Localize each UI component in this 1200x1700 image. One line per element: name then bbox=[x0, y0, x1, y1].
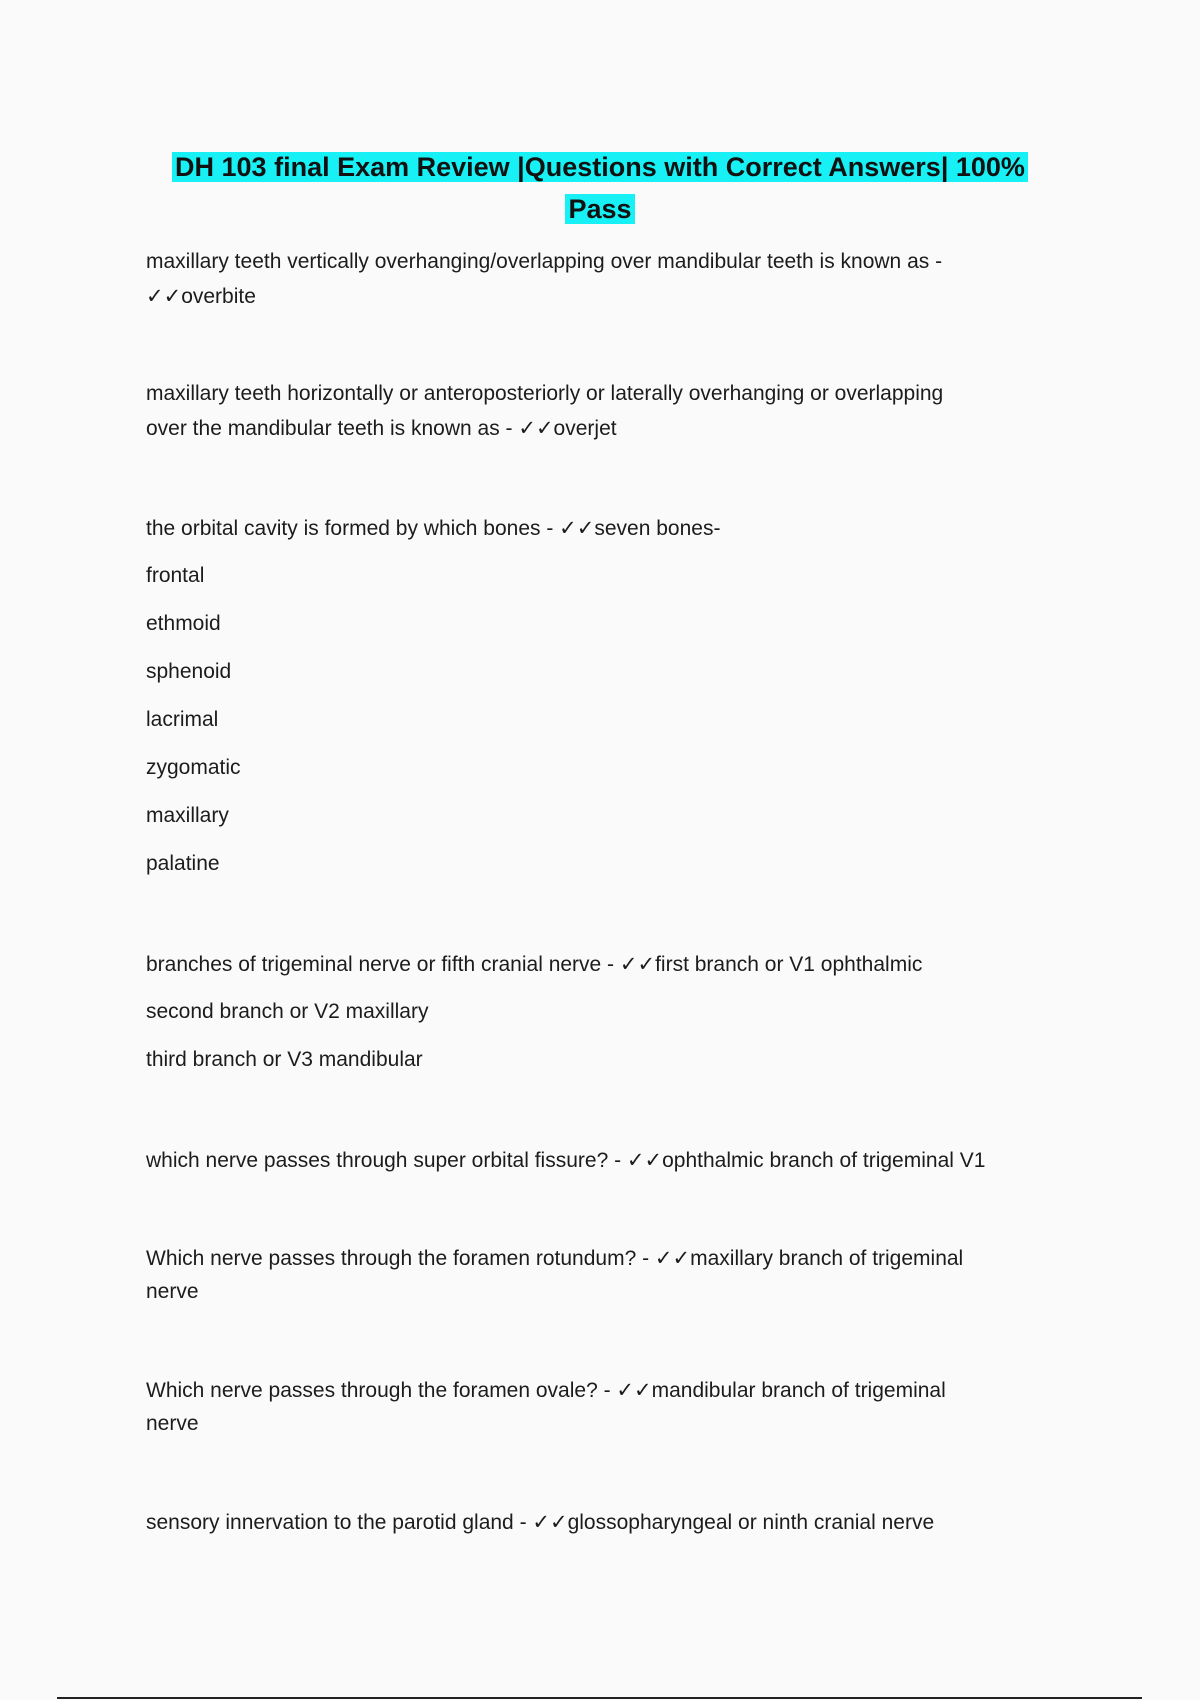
qa-4-line-2: second branch or V2 maxillary bbox=[146, 1000, 429, 1023]
qa-1-line-1: maxillary teeth vertically overhanging/overlapping over mandibular teeth is known as - bbox=[146, 250, 943, 273]
qa-3-line-3: ethmoid bbox=[146, 612, 221, 635]
qa-5-line-1: which nerve passes through super orbital fissure? - ✓✓ophthalmic branch of trigeminal V1 bbox=[146, 1149, 986, 1172]
qa-8-line-1: sensory innervation to the parotid gland - ✓✓glossopharyngeal or ninth cranial nerve bbox=[146, 1511, 935, 1534]
qa-3-line-6: zygomatic bbox=[146, 756, 241, 779]
qa-4-line-1: branches of trigeminal nerve or fifth cranial nerve - ✓✓first branch or V1 ophthalmic bbox=[146, 953, 923, 976]
qa-2-line-2: over the mandibular teeth is known as - ✓✓overjet bbox=[146, 417, 617, 440]
qa-2-line-1: maxillary teeth horizontally or anteroposteriorly or laterally overhanging or overlapping bbox=[146, 382, 944, 405]
qa-7-line-2: nerve bbox=[146, 1412, 199, 1435]
qa-3-line-1: the orbital cavity is formed by which bones - ✓✓seven bones- bbox=[146, 517, 721, 540]
bottom-divider bbox=[57, 1697, 1142, 1699]
qa-3-line-4: sphenoid bbox=[146, 660, 232, 683]
qa-3-line-8: palatine bbox=[146, 852, 220, 875]
qa-6-line-2: nerve bbox=[146, 1280, 199, 1303]
qa-4-line-3: third branch or V3 mandibular bbox=[146, 1048, 423, 1071]
qa-3-line-7: maxillary bbox=[146, 804, 229, 827]
title-line-1: DH 103 final Exam Review |Questions with Correct Answers| 100% bbox=[172, 152, 1028, 182]
title-line-2: Pass bbox=[565, 194, 634, 224]
qa-7-line-1: Which nerve passes through the foramen ovale? - ✓✓mandibular branch of trigeminal bbox=[146, 1379, 946, 1402]
qa-6-line-1: Which nerve passes through the foramen rotundum? - ✓✓maxillary branch of trigeminal bbox=[146, 1247, 964, 1270]
document-title bbox=[140, 146, 1060, 230]
qa-3-line-5: lacrimal bbox=[146, 708, 219, 731]
qa-3-line-2: frontal bbox=[146, 564, 205, 587]
qa-1-line-2: ✓✓overbite bbox=[146, 285, 256, 308]
